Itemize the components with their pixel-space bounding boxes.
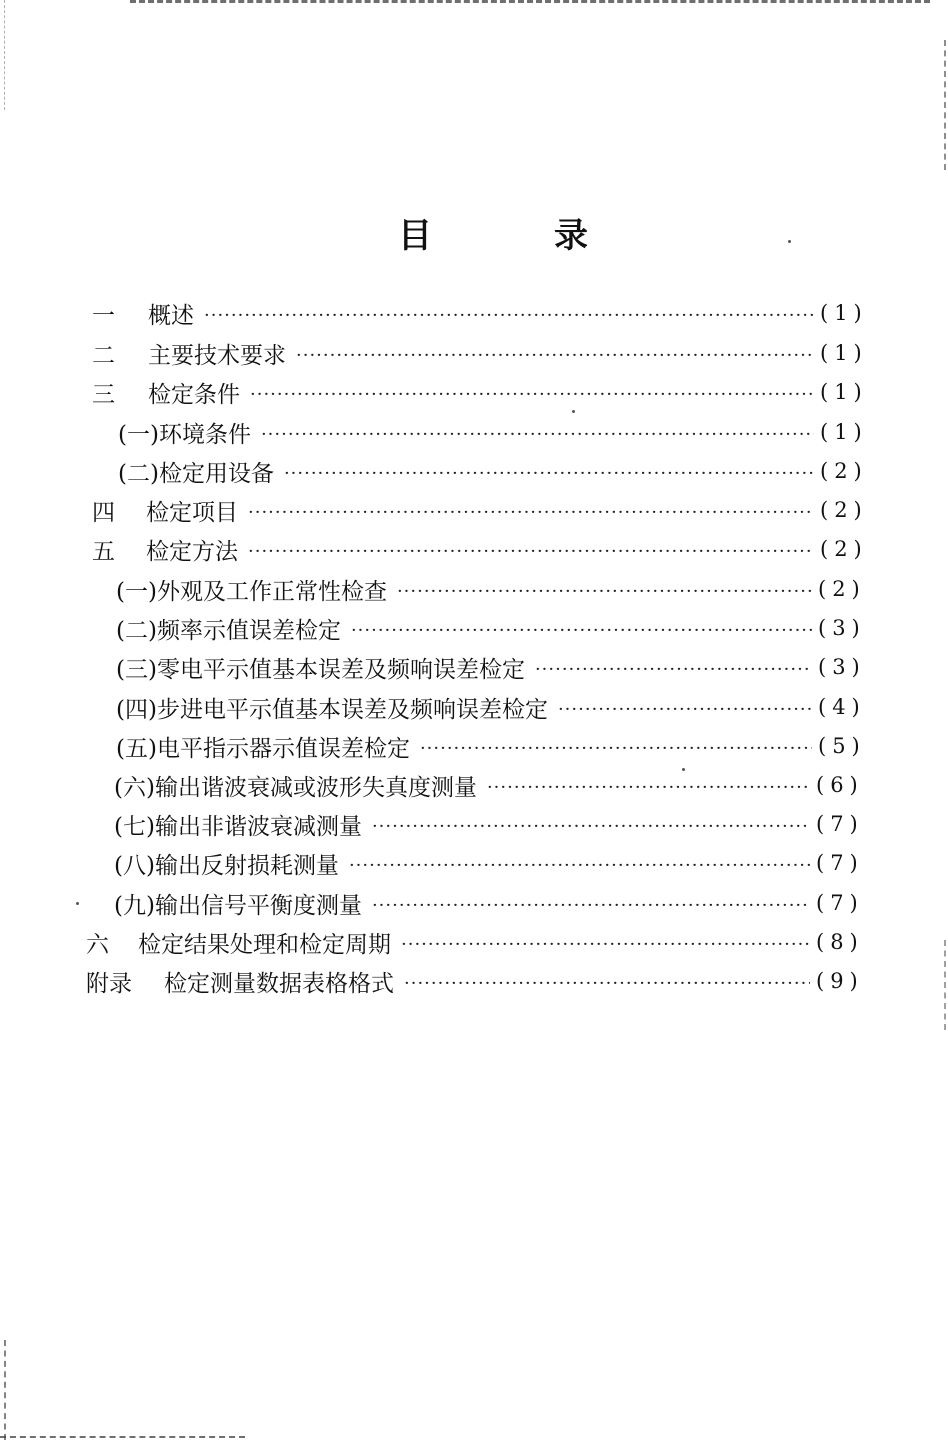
toc-page-number: (4) xyxy=(818,695,866,719)
toc-row-9[interactable] xyxy=(116,610,880,646)
toc-page-number: (2) xyxy=(820,537,868,561)
scan-speck xyxy=(788,240,791,243)
toc-page-number: (6) xyxy=(816,773,864,797)
toc-row-3[interactable] xyxy=(92,374,882,410)
toc-label: (一)环境条件 xyxy=(118,421,251,448)
toc-leader-dots xyxy=(250,374,814,410)
toc-leader-dots xyxy=(349,845,810,881)
title-char-2: 录 xyxy=(554,216,588,256)
toc-number: 五 xyxy=(92,538,115,565)
toc-number: 三 xyxy=(92,381,115,408)
toc-page-number: (2) xyxy=(820,459,868,483)
toc-row-16[interactable] xyxy=(114,885,878,921)
toc-leader-dots xyxy=(487,767,810,803)
toc-number: 附录 xyxy=(86,970,132,997)
toc-label: 检定结果处理和检定周期 xyxy=(138,931,391,958)
toc-label: (九)输出信号平衡度测量 xyxy=(114,892,362,919)
toc-leader-dots xyxy=(296,335,814,371)
toc-label: 检定方法 xyxy=(146,538,238,565)
toc-leader-dots xyxy=(535,649,812,685)
toc-page-number: (3) xyxy=(818,655,866,679)
toc-row-1[interactable] xyxy=(92,295,882,331)
toc-label: (二)检定用设备 xyxy=(118,460,274,487)
toc-row-5[interactable] xyxy=(118,453,882,489)
toc-page-number: (8) xyxy=(816,930,864,954)
scan-speck xyxy=(682,768,685,771)
toc-page-number: (5) xyxy=(818,734,866,758)
toc-page-number: (7) xyxy=(816,812,864,836)
toc-row-11[interactable] xyxy=(116,689,880,725)
toc-row-7[interactable] xyxy=(92,531,882,567)
toc-page-number: (3) xyxy=(818,616,866,640)
toc-leader-dots xyxy=(204,295,814,331)
toc-leader-dots xyxy=(351,610,812,646)
scan-edge-right-lower xyxy=(944,940,946,1030)
toc-leader-dots xyxy=(397,571,812,607)
scan-edge-bottom xyxy=(0,1436,245,1442)
toc-leader-dots xyxy=(420,728,812,764)
toc-row-6[interactable] xyxy=(92,492,882,528)
toc-row-18[interactable] xyxy=(86,963,878,999)
toc-row-4[interactable] xyxy=(118,414,882,450)
toc-label: 检定条件 xyxy=(148,381,240,408)
toc-label: (三)零电平示值基本误差及频响误差检定 xyxy=(116,656,525,683)
toc-number: 六 xyxy=(86,931,109,958)
toc-row-17[interactable] xyxy=(86,924,878,960)
toc-leader-dots xyxy=(248,492,814,528)
toc-row-8[interactable] xyxy=(116,571,880,607)
scan-edge-left-lower xyxy=(4,1340,6,1440)
scan-speck xyxy=(76,902,79,905)
toc-row-10[interactable] xyxy=(116,649,880,685)
scan-speck xyxy=(572,410,575,413)
toc-page-number: (1) xyxy=(820,301,868,325)
toc-number: 二 xyxy=(92,342,115,369)
scan-edge-top xyxy=(130,0,930,9)
toc-leader-dots xyxy=(372,885,810,921)
toc-row-2[interactable] xyxy=(92,335,882,371)
toc-row-14[interactable] xyxy=(114,806,878,842)
toc-leader-dots xyxy=(284,453,814,489)
toc-label: (四)步进电平示值基本误差及频响误差检定 xyxy=(116,696,548,723)
toc-leader-dots xyxy=(248,531,814,567)
toc-page-number: (2) xyxy=(820,498,868,522)
toc-row-15[interactable] xyxy=(114,845,878,881)
toc-page-number: (9) xyxy=(816,969,864,993)
toc-label: (二)频率示值误差检定 xyxy=(116,617,341,644)
scan-edge-left xyxy=(4,0,5,110)
toc-label: 检定测量数据表格格式 xyxy=(164,970,394,997)
toc-page-number: (1) xyxy=(820,420,868,444)
toc-number: 一 xyxy=(92,302,115,329)
toc-label: (一)外观及工作正常性检查 xyxy=(116,578,387,605)
toc-leader-dots xyxy=(401,924,810,960)
toc-label: (六)输出谐波衰减或波形失真度测量 xyxy=(114,774,477,801)
toc-leader-dots xyxy=(372,806,810,842)
toc-label: 主要技术要求 xyxy=(148,342,286,369)
toc-label: 检定项目 xyxy=(146,499,238,526)
toc-leader-dots xyxy=(261,414,814,450)
toc-page-number: (1) xyxy=(820,341,868,365)
toc-page-number: (2) xyxy=(818,577,866,601)
toc-label: 概述 xyxy=(148,302,194,329)
toc-page-number: (7) xyxy=(816,851,864,875)
toc-page-number: (1) xyxy=(820,380,868,404)
toc-page-number: (7) xyxy=(816,891,864,915)
toc-number: 四 xyxy=(92,499,115,526)
toc-leader-dots xyxy=(404,963,810,999)
page-title xyxy=(398,208,588,258)
title-char-1: 目 xyxy=(398,216,432,256)
toc-leader-dots xyxy=(558,689,812,725)
toc-label: (七)输出非谐波衰减测量 xyxy=(114,813,362,840)
toc-row-13[interactable] xyxy=(114,767,878,803)
toc-label: (八)输出反射损耗测量 xyxy=(114,852,339,879)
scan-edge-right xyxy=(944,40,946,170)
toc-label: (五)电平指示器示值误差检定 xyxy=(116,735,410,762)
toc-row-12[interactable] xyxy=(116,728,880,764)
